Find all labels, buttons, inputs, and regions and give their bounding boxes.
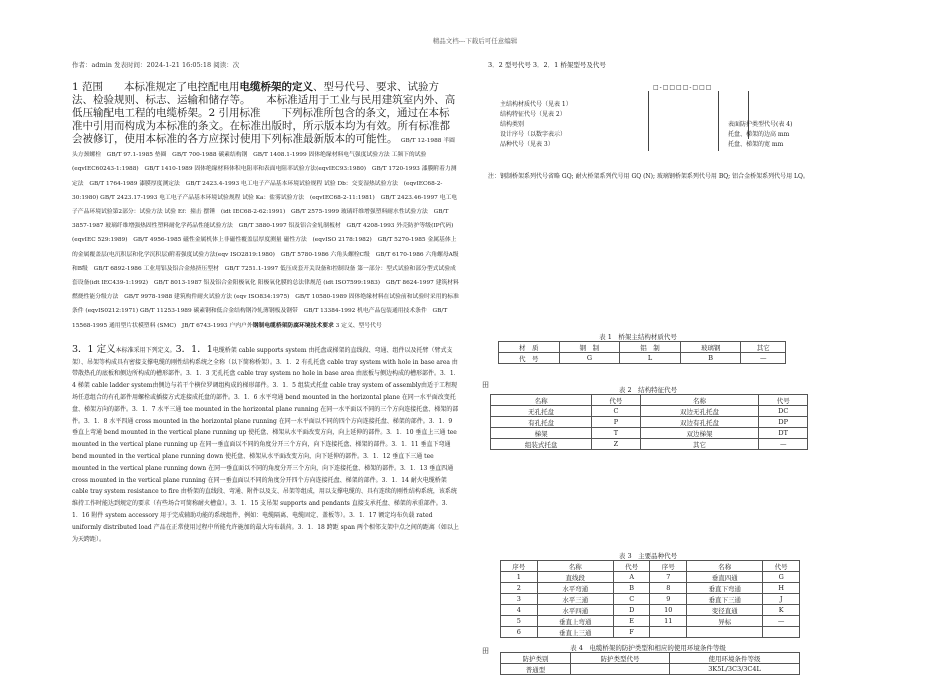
- table-header-row: [501, 561, 800, 572]
- table-cell: J: [763, 594, 800, 605]
- table-4-caption: 表 4 电缆桥架的防护类型和相应的使用环境条件等级: [570, 644, 726, 652]
- model-code-heading: 3．2 型号代号 3．2．1 桥架型号及代号: [488, 61, 606, 69]
- table-header-cell: 代号: [613, 561, 650, 572]
- table-cell: 梯架: [491, 428, 592, 439]
- table-cell: 垂直上弯通: [537, 616, 613, 627]
- table-header-cell: 名称: [491, 395, 592, 406]
- table-cell: 异标: [687, 616, 763, 627]
- table-row: [501, 594, 800, 605]
- table-row: [491, 406, 808, 417]
- structure-code-table: [490, 394, 808, 450]
- table-cell: 水平三通: [537, 594, 613, 605]
- diagram-label: 品种代号（见表 3）: [500, 141, 554, 148]
- material-code-table: [498, 341, 786, 364]
- table-cell: 8: [650, 583, 687, 594]
- box-marker: 田: [482, 647, 489, 655]
- table-header-cell: 序号: [501, 561, 538, 572]
- table-cell: 双边梯架: [640, 428, 759, 439]
- table-cell: G: [763, 572, 800, 583]
- table-cell: C: [592, 406, 641, 417]
- reference-standards: GB/T 12-1988 半圆头方颈螺栓 GB/T 97.1-1985 垫圈 GB/T 700-1988 碳素结构钢 GB/T 1408.1-1999 固体绝缘材料电气强度试验方法 工频下的试验(eqvIEC60243-1:1988) GB/T 1410-1989 固体绝缘材料体积电阻率和表面电阻率试验方法(eqvIEC93:1980) GB/T 1720-1993 漆膜附着力测定法 GB/T 1764-1989 漆膜厚度测定法 GB/T 2423.4-1993 电工电子产品基本环境试验规程 试验 Db：交变湿热试验方法 (eqvIEC68-2-30:1980) GB/T 2423.17-1993 电工电子产品基本环境试验规程 试验 Ka：盐雾试验方法 (eqvIEC68-2-11:1981) GB/T 2423.46-1997 电工电子产品环境试验第2部分：试验方法 试验 Ef：撞击 摆锤 (idt IEC68-2-62:1991) GB/T 2575-1999 玻璃纤维增强塑料耐水性试验方法 GB/T 3857-1987 玻璃纤维增强热固性塑料耐化学药品性能试验方法 GB/T 3880-1997 铝及铝合金轧制板材 GB/T 4208-1993 外壳防护等级(IP代码)(eqvIEC 529:1989) GB/T 4956-1985 磁性金属机体上非磁性覆盖层厚度测量 磁性方法 (eqvISO 2178:1982) GB/T 5270-1985 金属基体上的金属覆盖层(电沉积层和化学沉积层)附着强度试验方法(eqv ISO2819:1980) GB/T 5780-1986 六角头螺栓C级 GB/T 6170-1986 六角螺母A级和B级 GB/T 6892-1986 工业用铝及铝合金热挤压型材 GB/T 7251.1-1997 低压成套开关设备和控制设备 第一部分：型式试验和部分型式试验成套设备(idt IEC439-1:1992) GB/T 8013-1987 铝及铝合金阳极氧化 阳极氧化膜的总法律规范 (idt ISO7599:1983) GB/T 8624-1997 建筑材料燃烧性能分级方法 GB/T 9978-1988 建筑构件耐火试验方法 (eqv ISO834:1975) GB/T 10580-1989 固体绝缘材料在试验前和试验时采用的标准条件 (eqvIS0212:1971) GB/T 11253-1989 碳素钢和低合金结构钢冷轧薄钢板及钢带 GB/T 13384-1992 机电产品包装通用技术条件 GB/T 15568-1995 通用型片状模塑料 (SMC) JB/T 6743-1993 户内户外钢制电缆桥架防腐环境技术要求 3 定义、型号代号: [72, 138, 459, 329]
- diagram-bracket-line: [718, 91, 719, 151]
- table-row: [491, 417, 808, 428]
- table-row: [501, 605, 800, 616]
- section-3-1-lead: 本标准采用下列定义。: [115, 346, 176, 354]
- intro-bold-term: 电缆桥架的定义: [239, 81, 314, 93]
- table-cell: D: [613, 605, 650, 616]
- table-cell: 2: [501, 583, 538, 594]
- table-cell: DC: [759, 406, 808, 417]
- intro-text-a: 1 范围 本标准规定了电控配电用: [72, 81, 240, 93]
- diagram-label: 设计序号（以数字表示）: [500, 131, 567, 138]
- table-cell: 3: [501, 594, 538, 605]
- table-cell: B: [680, 353, 741, 364]
- table-cell: 4: [501, 605, 538, 616]
- intro-text-b: 、型号代号、要求、试验方法、检验规则、标志、运输和储存等。 本标准适用于工业与民用建筑室内外、高低压输配电工程的电缆桥架。2 引用标准 下列标准所包含的条文，通过在本标准中引用而构成为本标准的条文。在标准出版时，所示版本均为有效。所有标准都会被修订，使用本标准的各方应探讨使用下列标准最新版本的可能性。: [72, 81, 456, 145]
- table-row: [501, 664, 800, 675]
- table-3-caption: 表 3 主要品种代号: [618, 552, 678, 560]
- diagram-label: 结构类别: [500, 121, 525, 128]
- table-1-block: [488, 332, 788, 364]
- table-header-cell: 代号: [592, 395, 641, 406]
- table-cell: [570, 664, 669, 675]
- table-cell: L: [620, 353, 681, 364]
- table-header-cell: 名称: [687, 561, 763, 572]
- table-cell: 水平弯通: [537, 583, 613, 594]
- table-cell: 代 号: [499, 353, 560, 364]
- table-row: [491, 439, 808, 450]
- table-cell: 5: [501, 616, 538, 627]
- table-cell: —: [759, 439, 808, 450]
- table-row: [501, 583, 800, 594]
- table-cell: 垂直下三通: [687, 594, 763, 605]
- table-cell: Z: [592, 439, 641, 450]
- table-row: [499, 342, 786, 353]
- table-row: [499, 353, 786, 364]
- table-cell: DT: [759, 428, 808, 439]
- table-cell: 材 质: [499, 342, 560, 353]
- model-code-pattern: □-□□□□-□□□: [653, 84, 713, 91]
- diagram-label: 托盘、梯架的边高 mm: [728, 131, 790, 138]
- table-header-cell: 序号: [650, 561, 687, 572]
- diagram-label: 结构特征代号（见表 2）: [500, 111, 566, 118]
- table-header-cell: 代号: [763, 561, 800, 572]
- document-header-note: 精品文档---下载后可任意编辑: [432, 37, 518, 45]
- table-cell: [763, 627, 800, 638]
- table-2-block: [488, 385, 808, 450]
- table-header-cell: 防护类别: [501, 653, 571, 664]
- table-cell: 双边有孔托盘: [640, 417, 759, 428]
- table-cell: F: [613, 627, 650, 638]
- table-cell: 玻璃钢: [680, 342, 741, 353]
- table-cell: K: [763, 605, 800, 616]
- table-cell: —: [763, 616, 800, 627]
- table-2-caption: 表 2 结构特征代号: [618, 386, 678, 394]
- intro-paragraph: [72, 81, 460, 332]
- table-header-cell: 名称: [537, 561, 613, 572]
- diagram-note: 注：钢制桥架系列代号省略 GQ; 耐火桥架系列代号用 GQ (N); 玻璃钢桥架系列代号用 BQ; 铝合金桥架系列代号用 LQ。: [488, 173, 809, 180]
- table-header-cell: 名称: [640, 395, 759, 406]
- diagram-label: 托盘、梯架的宽 mm: [728, 141, 784, 148]
- table-4-block: [488, 643, 808, 675]
- table-cell: H: [763, 583, 800, 594]
- table-cell: B: [613, 583, 650, 594]
- table-cell: 其它: [640, 439, 759, 450]
- table-cell: 其它: [741, 342, 786, 353]
- table-cell: T: [592, 428, 641, 439]
- left-column: [72, 60, 460, 545]
- table-header-cell: 使用环境条件等级: [670, 653, 800, 664]
- table-row: [501, 572, 800, 583]
- table-cell: 6: [501, 627, 538, 638]
- table-cell: 无孔托盘: [491, 406, 592, 417]
- table-cell: E: [613, 616, 650, 627]
- box-marker: 田: [482, 381, 489, 389]
- table-cell: 普通型: [501, 664, 571, 675]
- table-1-caption: 表 1 桥架主结构材质代号: [599, 333, 677, 341]
- table-cell: G: [559, 353, 620, 364]
- table-header-row: [491, 395, 808, 406]
- table-cell: 组装式托盘: [491, 439, 592, 450]
- table-row: [491, 428, 808, 439]
- table-cell: 变径直通: [687, 605, 763, 616]
- table-cell: DP: [759, 417, 808, 428]
- table-cell: 垂直下弯通: [687, 583, 763, 594]
- table-3-block: [488, 551, 808, 638]
- table-header-cell: 防护类型代号: [570, 653, 669, 664]
- table-cell: 垂直上三通: [537, 627, 613, 638]
- model-code-diagram: [488, 77, 888, 192]
- author-meta: 作者：admin 发表时间：2024-1-21 16:05:18 阅读：次: [72, 61, 240, 69]
- table-cell: P: [592, 417, 641, 428]
- table-cell: 3K5L/3C3/3C4L: [670, 664, 800, 675]
- refs-bold-term: 钢制电缆桥架防腐环境技术要求: [252, 322, 334, 329]
- table-cell: 9: [650, 594, 687, 605]
- section-3-1-title: 3．1 定义: [72, 343, 116, 355]
- table-cell: 7: [650, 572, 687, 583]
- table-cell: 铝 制: [620, 342, 681, 353]
- table-row: [501, 616, 800, 627]
- table-cell: 11: [650, 616, 687, 627]
- definitions-section: [72, 344, 460, 546]
- table-cell: A: [613, 572, 650, 583]
- table-cell: [687, 627, 763, 638]
- table-cell: 有孔托盘: [491, 417, 592, 428]
- variety-code-table: [500, 560, 800, 638]
- diagram-label: 主结构材质代号（见表 1）: [500, 101, 572, 108]
- table-header-cell: 代号: [759, 395, 808, 406]
- table-cell: 1: [501, 572, 538, 583]
- table-cell: 水平四通: [537, 605, 613, 616]
- diagram-label: 表面防护类型代号(表 4): [728, 121, 793, 128]
- table-cell: 钢 制: [559, 342, 620, 353]
- diagram-bracket-line: [648, 91, 649, 151]
- table-cell: 10: [650, 605, 687, 616]
- table-row: [501, 627, 800, 638]
- table-cell: —: [741, 353, 786, 364]
- table-cell: 双边无孔托盘: [640, 406, 759, 417]
- table-cell: 直线段: [537, 572, 613, 583]
- table-cell: C: [613, 594, 650, 605]
- definitions-body: 电缆桥架 cable supports system 由托盘或梯架的直线段、弯通、组件以及托臂（臂式支架）、吊架等构成具有密接支撑电缆的刚性结构系统之全称（以下简称桥架）。3．1．2 有孔托盘 cable tray system with hole in base area 由带散热孔的底板和侧边所构成的槽形部件。3．1．3 无孔托盘 cable tray system no hole in base area 由底板与侧边构成的槽形部件。3．1．4 梯架 cable ladder system由侧边与若干个横位罗调组构成的梯形部件。3．1．5 组装式托盘 cable tray system of assembly由适于工程现场任意组合的有孔部件用螺栓或插接方式连接成托盘的部件。3．1．6 水平弯通 bend mounted in the horizontal plane 在同一水平面改变托盘、梯架方向的部件。3．1．7 水平三通 tee mounted in the horizontal plane running 在同一水平面以不同的三个方向连接托盘、梯架的部件。3．1．8 水平四通 cross mounted in the horizontal plane running 在同一水平面以不同的四个方向连接托盘、梯架的部件。3．1．9 垂直上弯通 bend mounted in the vertical plane running up 使托盘、梯架从水平面改变方向，向上延伸的部件。3．1．10 垂直上三通 tee mounted in the vertical plane running up 在同一垂直面以不同的角度分开三个方向，向下连接托盘、梯架的部件。3．1．11 垂直下弯通 bend mounted in the vertical plane running down 使托盘、梯架从水平面改变方向，向下延伸的部件。3．1．12 垂直下三通 tee mounted in the vertical plane running down 在同一垂直面以不同的角度分开三个方向，向下连接托盘、梯架的部件。3．1．13 垂直四通 cross mounted in the vertical plane running 在同一垂直面以不同的角度分开四个方向连接托盘、梯架的部件。3．1．14 耐火电缆桥架 cable tray system resistance to fire 由桥架的直线段、弯通、附件以及支、吊架等组成，用以支撑电缆的、具有连续的刚性结构系统，该系统维持工作时能达到规定的要求（有些场合可简称耐火槽盒）。3．1．15 支吊架 supports and pendants 直接支承托盘、梯架的承重部件。3．1．16 附件 system accessory 用于完成辅助功能的系统组件，例如：电缆隔离、电缆固定、盖板等）。3．1．17 额定均布负载 rated uniformly distributed load 产品在正常使用过程中所能允许施加的最大均布载荷。3．1．18 跨距 span 两个相邻支架中点之间的距离（如以上为天跨距）。: [72, 346, 460, 543]
- section-3-1-1: 3．1．1: [175, 343, 213, 355]
- table-header-row: [501, 653, 800, 664]
- right-column: [482, 60, 888, 674]
- table-cell: [650, 627, 687, 638]
- table-cell: 垂直四通: [687, 572, 763, 583]
